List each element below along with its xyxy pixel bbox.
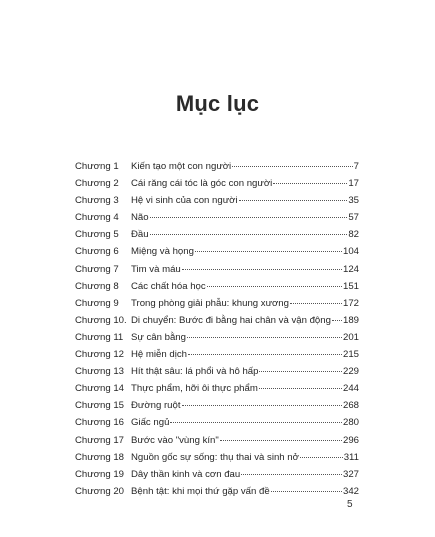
toc-chapter-number: Chương 14: [75, 383, 124, 395]
toc-row[interactable]: [75, 466, 359, 483]
toc-chapter-title: Cái răng cái tóc là góc con người: [131, 178, 273, 190]
toc-page-number: 268: [342, 400, 359, 412]
toc-page-number: 35: [348, 195, 359, 207]
toc-row[interactable]: [75, 380, 359, 397]
toc-page-number: 201: [342, 331, 359, 343]
toc-chapter-title: Bước vào "vùng kín": [131, 434, 219, 446]
toc-row[interactable]: [75, 158, 359, 175]
toc-chapter-number: Chương 20: [75, 485, 124, 497]
toc-chapter-number: Chương 13: [75, 366, 124, 378]
toc-row[interactable]: [75, 432, 359, 449]
toc-dot-leader: [170, 422, 342, 423]
toc-chapter-title: Trong phòng giải phẫu: khung xương: [131, 297, 289, 309]
toc-dot-leader: [195, 251, 342, 252]
toc-dot-leader: [182, 405, 342, 406]
toc-chapter-title: Các chất hóa học: [131, 280, 206, 292]
toc-dot-leader: [332, 320, 342, 321]
toc-chapter-title: Giấc ngủ: [131, 417, 170, 429]
toc-chapter-title: Di chuyển: Bước đi bằng hai chân và vận động: [131, 314, 331, 326]
toc-row[interactable]: [75, 312, 359, 329]
toc-chapter-number: Chương 5: [75, 229, 119, 241]
toc-page-number: 244: [342, 383, 359, 395]
table-of-contents: [75, 158, 359, 500]
toc-chapter-number: Chương 17: [75, 434, 124, 446]
toc-row[interactable]: [75, 209, 359, 226]
toc-chapter-title: Dây thần kinh và cơn đau: [131, 468, 241, 480]
toc-row[interactable]: [75, 329, 359, 346]
toc-row[interactable]: [75, 363, 359, 380]
toc-row[interactable]: [75, 449, 359, 466]
toc-chapter-title: Miệng và họng: [131, 246, 194, 258]
toc-chapter-number: Chương 11: [75, 331, 124, 343]
toc-row[interactable]: [75, 295, 359, 312]
page-number: 5: [347, 499, 353, 510]
toc-chapter-number: Chương 10.: [75, 314, 127, 326]
toc-page-number: 17: [348, 178, 359, 190]
toc-dot-leader: [188, 354, 342, 355]
toc-dot-leader: [232, 166, 352, 167]
toc-chapter-number: Chương 18: [75, 451, 124, 463]
toc-chapter-title: Nguồn gốc sự sống: thụ thai và sinh nở: [131, 451, 299, 463]
toc-page-number: 280: [342, 417, 359, 429]
toc-chapter-title: Đầu: [131, 229, 149, 241]
toc-chapter-number: Chương 3: [75, 195, 119, 207]
toc-dot-leader: [259, 388, 342, 389]
toc-dot-leader: [239, 200, 348, 201]
toc-page-number: 82: [348, 229, 359, 241]
toc-chapter-title: Bệnh tật: khi mọi thứ gặp vấn đề: [131, 485, 270, 497]
toc-page-number: 57: [348, 212, 359, 224]
toc-page-number: 327: [342, 468, 359, 480]
toc-chapter-title: Hệ vi sinh của con người: [131, 195, 238, 207]
toc-row[interactable]: [75, 192, 359, 209]
toc-row[interactable]: [75, 414, 359, 431]
toc-row[interactable]: [75, 346, 359, 363]
toc-row[interactable]: [75, 483, 359, 500]
toc-dot-leader: [300, 457, 343, 458]
toc-row[interactable]: [75, 175, 359, 192]
toc-chapter-number: Chương 7: [75, 263, 119, 275]
toc-page-number: 229: [342, 366, 359, 378]
toc-dot-leader: [259, 371, 342, 372]
toc-chapter-number: Chương 19: [75, 468, 124, 480]
toc-chapter-number: Chương 12: [75, 349, 124, 361]
toc-dot-leader: [271, 491, 342, 492]
toc-chapter-number: Chương 8: [75, 280, 119, 292]
toc-chapter-number: Chương 9: [75, 297, 119, 309]
toc-dot-leader: [273, 183, 347, 184]
page-title: Mục lục: [175, 91, 260, 116]
toc-chapter-title: Hít thật sâu: lá phổi và hô hấp: [131, 366, 259, 378]
toc-page-number: 104: [342, 246, 359, 258]
toc-page-number: 7: [353, 161, 359, 172]
toc-row[interactable]: [75, 397, 359, 414]
toc-row[interactable]: [75, 261, 359, 278]
toc-page-number: 124: [342, 263, 359, 275]
toc-row[interactable]: [75, 243, 359, 260]
toc-chapter-title: Thực phẩm, hỡi ôi thực phẩm: [131, 383, 258, 395]
toc-page-number: 172: [342, 297, 359, 309]
toc-chapter-title: Kiến tạo một con người: [131, 161, 232, 172]
toc-chapter-number: Chương 4: [75, 212, 119, 224]
toc-dot-leader: [220, 440, 342, 441]
toc-chapter-title: Não: [131, 212, 149, 224]
toc-dot-leader: [182, 269, 342, 270]
toc-page-number: 311: [343, 451, 359, 463]
toc-row[interactable]: [75, 226, 359, 243]
toc-chapter-number: Chương 6: [75, 246, 119, 258]
toc-row[interactable]: [75, 278, 359, 295]
toc-chapter-title: Đường ruột: [131, 400, 181, 412]
toc-chapter-number: Chương 15: [75, 400, 124, 412]
toc-chapter-number: Chương 16: [75, 417, 124, 429]
toc-page-number: 342: [342, 485, 359, 497]
toc-page-number: 215: [342, 349, 359, 361]
toc-dot-leader: [207, 286, 342, 287]
toc-dot-leader: [241, 474, 342, 475]
toc-page-number: 189: [342, 314, 359, 326]
toc-chapter-number: Chương 1: [75, 161, 119, 172]
toc-chapter-title: Tim và máu: [131, 263, 181, 275]
toc-chapter-title: Hệ miễn dịch: [131, 349, 187, 361]
toc-chapter-title: Sự cân bằng: [131, 331, 186, 343]
toc-dot-leader: [150, 234, 348, 235]
toc-page-number: 296: [342, 434, 359, 446]
toc-dot-leader: [150, 217, 348, 218]
toc-dot-leader: [187, 337, 342, 338]
toc-dot-leader: [290, 303, 342, 304]
toc-page-number: 151: [342, 280, 359, 292]
toc-chapter-number: Chương 2: [75, 178, 119, 190]
